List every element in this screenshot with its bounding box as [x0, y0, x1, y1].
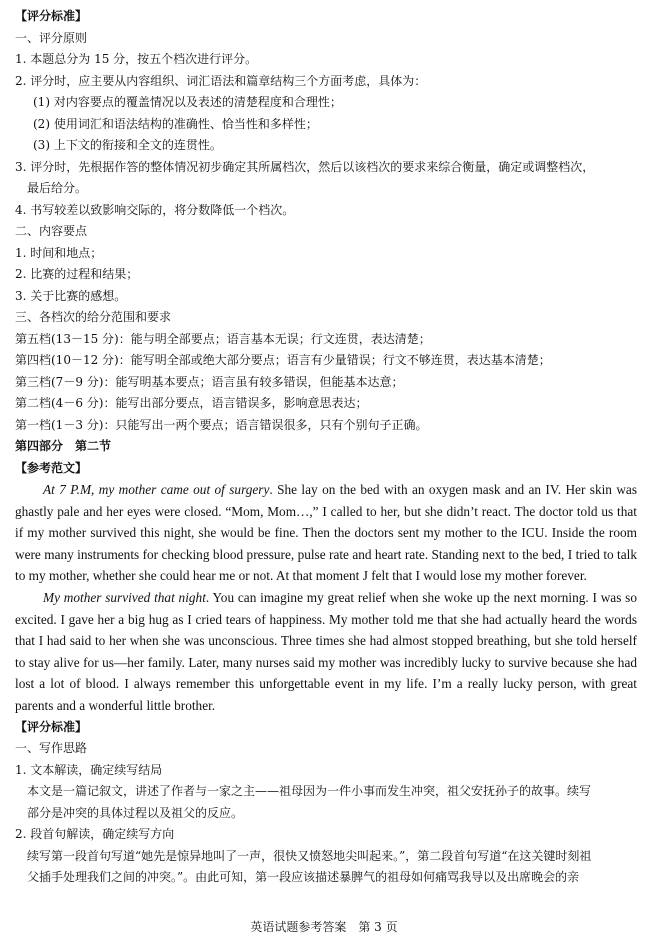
content-point: 2. 比赛的过程和结果； — [15, 267, 139, 281]
writing-approach-heading: 一、写作思路 — [15, 741, 88, 756]
criteria-line: 1. 本题总分为 15 分，按五个档次进行评分。 — [15, 52, 258, 66]
content-point: 3. 关于比赛的感想。 — [15, 288, 127, 303]
essay-paragraph-2 — [15, 587, 637, 717]
grade-level: 第四档(10－12 分)：能写明全部或绝大部分要点；语言有少量错误；行文不够连贯，表达基本清楚； — [15, 353, 551, 367]
approach-step: 1. 文本解读，确定续写结局 — [15, 762, 163, 777]
grade-level: 第五档(13－15 分)：能与明全部要点；语言基本无误；行文连贯，表达清楚； — [15, 331, 431, 346]
approach-text: 部分是冲突的具体过程以及祖父的反应。 — [27, 805, 244, 820]
approach-text: 父插手处理我们之间的冲突。”。由此可知，第一段应该描述暴脾气的祖母如何痛骂我导以及出席晚会的亲 — [27, 870, 580, 885]
essay-paragraph-2-opening: My mother survived that night — [43, 589, 206, 605]
essay-paragraph-1 — [15, 479, 637, 587]
grade-level: 第三档(7－9 分)：能写明基本要点；语言虽有较多错误，但能基本达意； — [15, 374, 404, 389]
section-title-scoring-criteria: 【评分标准】 — [15, 9, 88, 23]
criteria-subitem: (3) 上下文的衔接和全文的连贯性。 — [33, 138, 222, 152]
principle-heading: 一、评分原则 — [15, 30, 88, 45]
grade-level: 第一档(1－3 分)：只能写出一两个要点；语言错误很多，只有个别句子正确。 — [15, 417, 428, 432]
criteria-subitem: (1) 对内容要点的覆盖情况以及表述的清楚程度和合理性； — [33, 95, 342, 109]
approach-text: 本文是一篇记叙文，讲述了作者与一家之主——祖母因为一件小事而发生冲突，祖父安抚孙子的故事。续写 — [27, 784, 592, 799]
part-title: 第四部分 第二节 — [15, 439, 112, 453]
sample-essay-title: 【参考范文】 — [15, 460, 88, 475]
sample-essay — [15, 479, 637, 717]
criteria-line: 3. 评分时，先根据作答的整体情况初步确定其所属档次，然后以该档次的要求来综合衡量，确定或调整档次， — [15, 159, 595, 174]
page-content — [15, 6, 637, 889]
content-points-heading: 二、内容要点 — [15, 224, 88, 238]
approach-step: 2. 段首句解读，确定续写方向 — [15, 827, 175, 842]
grade-level: 第二档(4－6 分)：能写出部分要点，语言错误多，影响意思表达； — [15, 396, 368, 410]
essay-paragraph-1-opening: At 7 P.M, my mother came out of surgery — [43, 482, 270, 497]
essay-paragraph-2-body: . You can imagine my great relief when she woke up the next morning. I was so excited. I gave her a big hug as I cried tears of happiness. My mother told me that she had actually heard the words that I had said to her when she was unconscious. Three times she had almost stopped breathing, but she told herself to stay alive for us—her family. Later, many nurses said my mother was incredibly lucky to survive because she had lost a lot of blood. I always remember this unforgettable event in my life. I’m a really lucky person, with great parents and a wonderful little brother. — [15, 589, 638, 713]
section-title-scoring-criteria-2: 【评分标准】 — [15, 719, 88, 734]
grade-levels-heading: 三、各档次的给分范围和要求 — [15, 310, 172, 324]
page-footer: 英语试题参考答案 第 3 页 — [250, 920, 398, 934]
content-point: 1. 时间和地点； — [15, 245, 103, 260]
approach-text: 续写第一段首句写道“她先是惊异地叫了一声，很快又愤怒地尖叫起来。”，第二段首句写道“在这关键时刻祖 — [27, 848, 592, 863]
criteria-line-continued: 最后给分。 — [27, 181, 88, 195]
criteria-line: 2. 评分时，应主要从内容组织、词汇语法和篇章结构三个方面考虑，具体为： — [15, 73, 427, 88]
criteria-line: 4. 书写较差以致影响交际的，将分数降低一个档次。 — [15, 202, 295, 217]
criteria-subitem: (2) 使用词汇和语法结构的准确性、恰当性和多样性； — [33, 116, 318, 131]
essay-paragraph-1-body: . She lay on the bed with an oxygen mask and an IV. Her skin was ghastly pale and her eyes were closed. “Mom, Mom…,” I called to her, but she didn’t react. The doctor told us that if my mother survived this night, she would be fine. Then the doctors sent my mother to the ICU. Inside the room were many instruments for checking blood pressure, pulse rate and heart rate. Standing next to the bed, I tried to talk to my mother, whether she could hear me or not. At that moment J felt that I would lose my mother forever. — [15, 482, 638, 584]
